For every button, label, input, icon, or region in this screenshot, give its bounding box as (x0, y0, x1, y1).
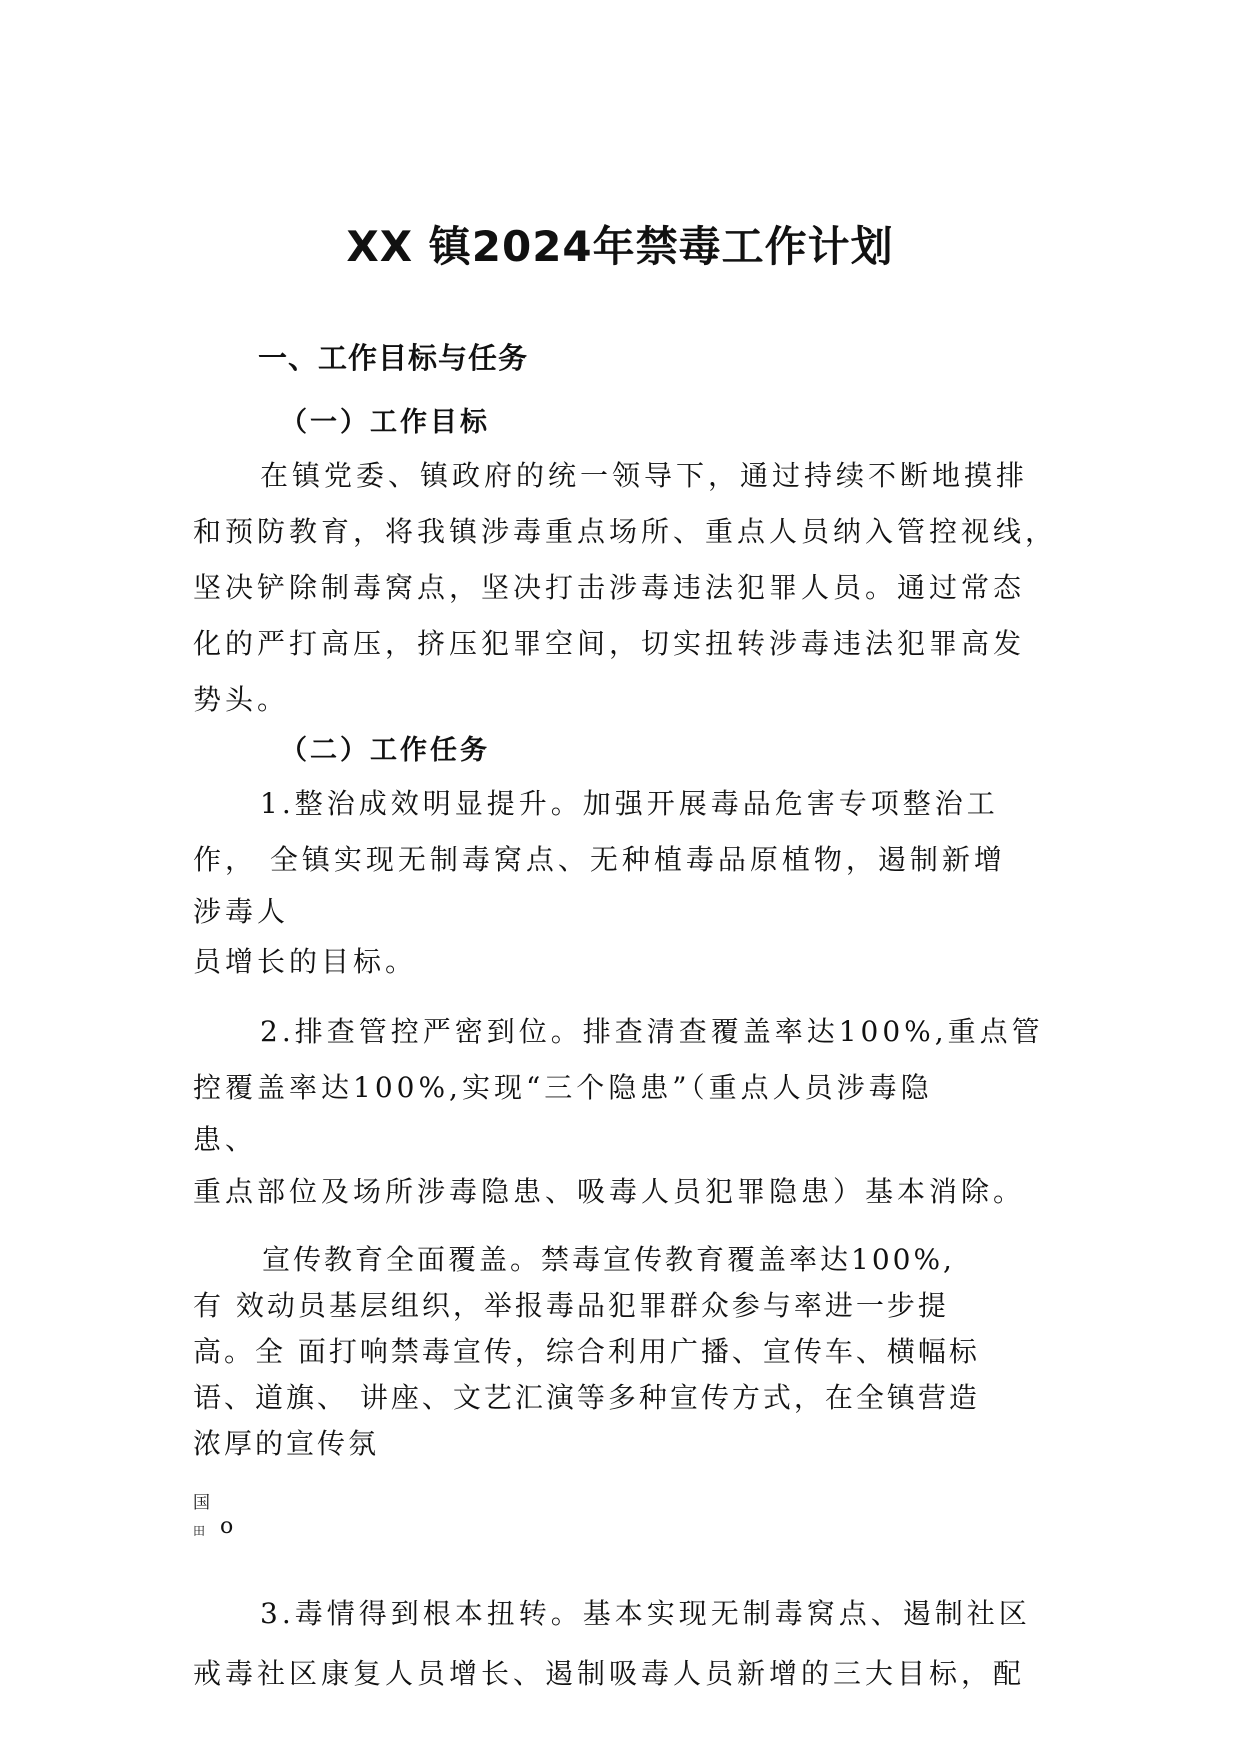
paragraph-line: 语、道旗、 讲座、文艺汇演等多种宣传方式，在全镇营造 (193, 1381, 980, 1414)
paragraph-line: 和预防教育，将我镇涉毒重点场所、重点人员纳入管控视线， (193, 515, 1058, 548)
paragraph-line: 在镇党委、镇政府的统一领导下，通过持续不断地摸排 (260, 459, 1029, 492)
paragraph-line: 宣传教育全面覆盖。禁毒宣传教育覆盖率达100%, (262, 1243, 955, 1276)
paragraph-line: 坚决铲除制毒窝点，坚决打击涉毒违法犯罪人员。通过常态 (193, 571, 1026, 604)
paragraph-line: 3.毒情得到根本扭转。基本实现无制毒窝点、遏制社区 (260, 1597, 1031, 1630)
paragraph-line: 员增长的目标。 (193, 945, 418, 978)
paragraph-line: 涉毒人 (193, 895, 290, 928)
stray-character: o (220, 1514, 234, 1539)
paragraph-line: 高。全 面打响禁毒宣传，综合利用广播、宣传车、横幅标 (193, 1335, 980, 1368)
stray-character: 田 (193, 1524, 206, 1538)
paragraph-line: 控覆盖率达100%,实现“三个隐患”（重点人员涉毒隐 (193, 1071, 933, 1104)
paragraph-line: 重点部位及场所涉毒隐患、吸毒人员犯罪隐患）基本消除。 (193, 1175, 1026, 1208)
paragraph-line: 化的严打高压，挤压犯罪空间，切实扭转涉毒违法犯罪高发 (193, 627, 1026, 660)
paragraph-line: 有 效动员基层组织，举报毒品犯罪群众参与率进一步提 (193, 1289, 949, 1322)
paragraph-line: 浓厚的宣传氛 (193, 1427, 380, 1460)
section-heading-goals-tasks: 一、工作目标与任务 (258, 341, 529, 375)
paragraph-line: 戒毒社区康复人员增长、遏制吸毒人员新增的三大目标，配 (193, 1657, 1026, 1690)
paragraph-line: 作， 全镇实现无制毒窝点、无种植毒品原植物，遏制新增 (193, 843, 1006, 876)
paragraph-line: 1.整治成效明显提升。加强开展毒品危害专项整治工 (260, 787, 999, 820)
paragraph-line: 势头。 (193, 683, 290, 716)
stray-character: 国 (193, 1493, 210, 1513)
paragraph-line: 患、 (193, 1123, 258, 1156)
paragraph-line: 2.排查管控严密到位。排查清查覆盖率达100%,重点管 (260, 1015, 1044, 1048)
document-title: XX 镇2024年禁毒工作计划 (346, 222, 894, 271)
subheading-work-tasks: （二）工作任务 (280, 735, 490, 766)
subheading-work-goals: （一）工作目标 (280, 407, 490, 438)
